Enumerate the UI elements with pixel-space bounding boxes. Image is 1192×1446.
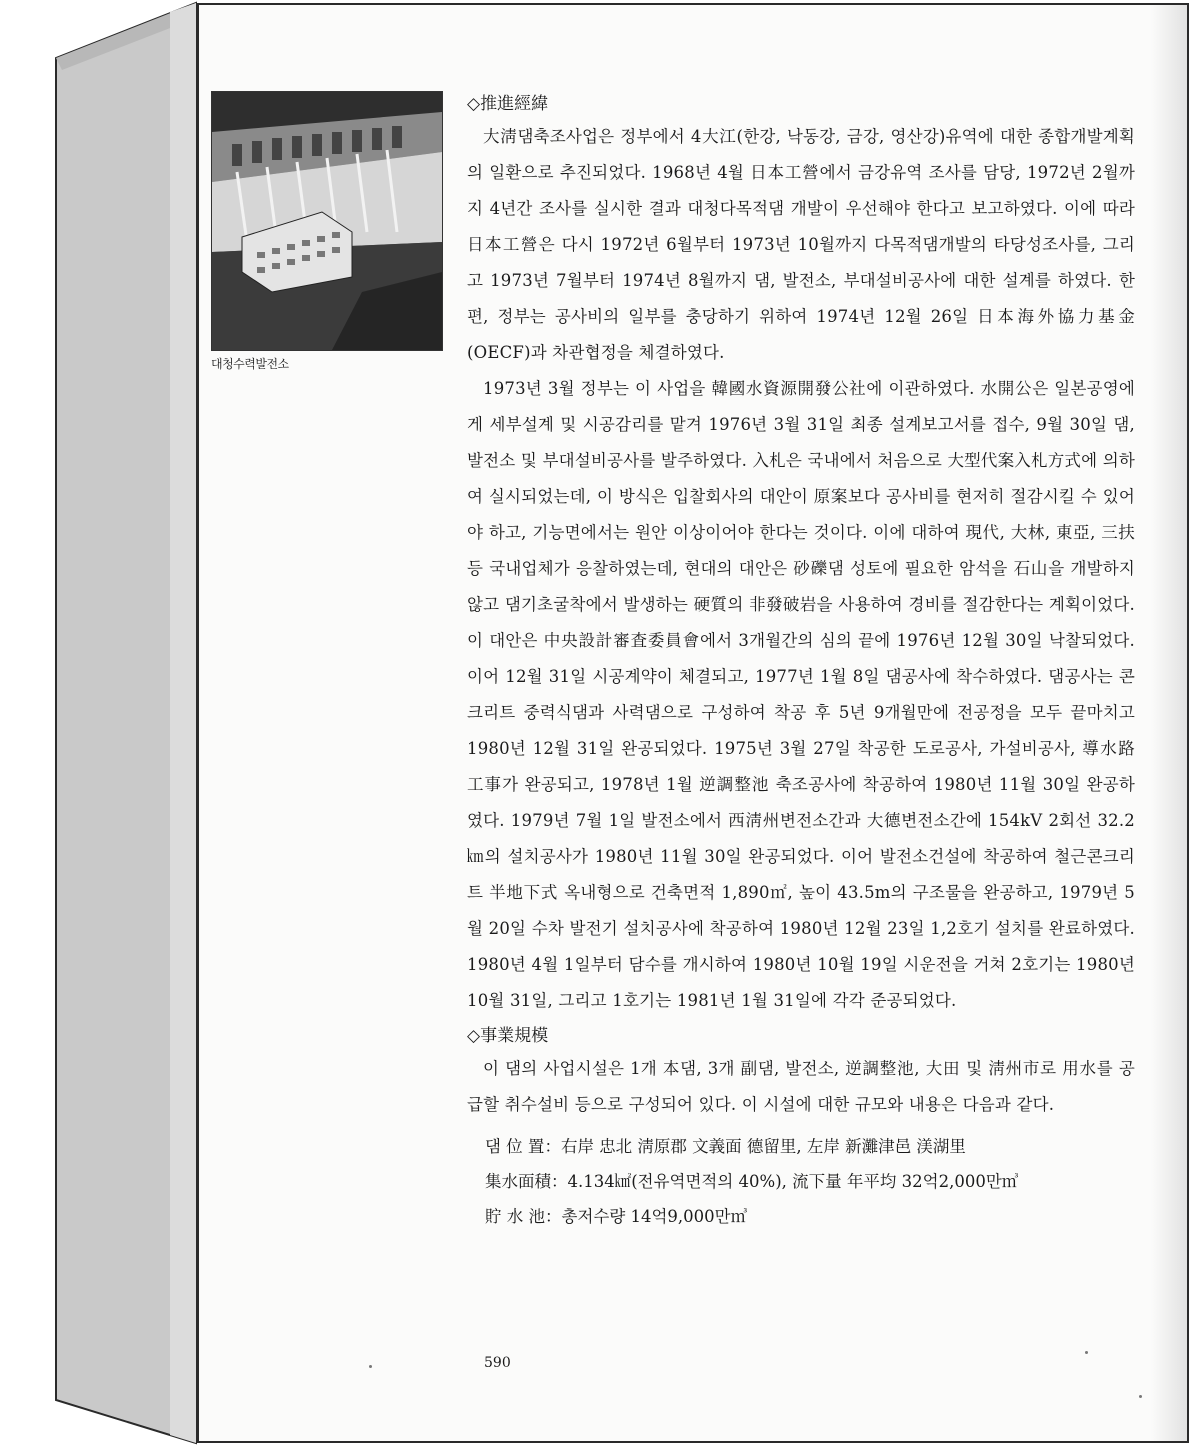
spec-value: 4.134㎢(전유역면적의 40%), 流下量 年平均 32억2,000만㎥ (567, 1172, 1019, 1191)
page-gutter-shadow (1151, 5, 1187, 1441)
spec-value: 右岸 忠北 淸原郡 文義面 德留里, 左岸 新灘津邑 渼湖里 (560, 1137, 966, 1156)
hydro-plant-image (212, 92, 442, 350)
spec-list (467, 1129, 1135, 1234)
book-page (197, 3, 1189, 1443)
book-edge (0, 0, 198, 1446)
scan-speck (369, 1365, 372, 1368)
scale-paragraph: 이 댐의 사업시설은 1개 本댐, 3개 副댐, 발전소, 逆調整池, 大田 및 淸州市로 用水를 공급할 취수설비 등으로 구성되어 있다. 이 시설에 대한 규모와 내용은 다음과 같다. (467, 1059, 1135, 1114)
spec-item: 集水面積：4.134㎢(전유역면적의 40%), 流下量 年平均 32억2,000만㎥ (485, 1164, 1135, 1199)
dam-photo (211, 91, 443, 351)
article-body (467, 89, 1135, 1234)
history-paragraph-1: 大淸댐축조사업은 정부에서 4大江(한강, 낙동강, 금강, 영산강)유역에 대한 종합개발계획의 일환으로 추진되었다. 1968년 4월 日本工營에서 금강유역 조사를 담당, 1972년 2월까지 4년간 조사를 실시한 결과 대청다목적댐 개발이 우선해야 한다고 보고하였다. 이에 따라 日本工營은 다시 1972년 6월부터 1973년 10월까지 다목적댐개발의 타당성조사를, 그리고 1973년 7월부터 1974년 8월까지 댐, 발전소, 부대설비공사에 대한 설계를 하였다. 한편, 정부는 공사비의 일부를 충당하기 위하여 1974년 12월 26일 日本海外協力基金(OECF)과 차관협정을 체결하였다. (467, 127, 1135, 362)
spec-item: 貯 水 池：총저수량 14억9,000만㎥ (485, 1199, 1135, 1234)
spec-value: 총저수량 14억9,000만㎥ (561, 1207, 748, 1226)
history-paragraph-2: 1973년 3월 정부는 이 사업을 韓國水資源開發公社에 이관하였다. 水開公은 일본공영에게 세부설계 및 시공감리를 맡겨 1976년 3월 31일 최종 설계보고서를 접수, 9월 30일 댐, 발전소 및 부대설비공사를 발주하였다. 入札은 국내에서 처음으로 大型代案入札方式에 의하여 실시되었는데, 이 방식은 입찰회사의 대안이 原案보다 공사비를 현저히 절감시킬 수 있어야 하고, 기능면에서는 원안 이상이어야 한다는 것이다. 이에 대하여 現代, 大林, 東亞, 三扶 등 국내업체가 응찰하였는데, 현대의 대안은 砂礫댐 성토에 필요한 암석을 石山을 개발하지 않고 댐기초굴착에서 발생하는 硬質의 非發破岩을 사용하여 경비를 절감한다는 계획이었다. 이 대안은 中央設計審査委員會에서 3개월간의 심의 끝에 1976년 12월 30일 낙찰되었다. 이어 12월 31일 시공계약이 체결되고, 1977년 1월 8일 댐공사에 착수하였다. 댐공사는 콘크리트 중력식댐과 사력댐으로 구성하여 착공 후 5년 9개월만에 전공정을 모두 끝마치고 1980년 12월 31일 완공되었다. 1975년 3월 27일 착공한 도로공사, 가설비공사, 導水路工事가 완공되고, 1978년 1월 逆調整池 축조공사에 착공하여 1980년 11월 30일 완공하였다. 1979년 7월 1일 발전소에서 西淸州변전소간과 大德변전소간에 154kV 2회선 32.2㎞의 설치공사가 1980년 11월 30일 완공되었다. 이어 발전소건설에 착공하여 철근콘크리트 半地下式 옥내형으로 건축면적 1,890㎡, 높이 43.5m의 구조물을 완공하고, 1979년 5월 20일 수차 발전기 설치공사에 착공하여 1980년 12월 23일 1,2호기 설치를 완료하였다. 1980년 4월 1일부터 담수를 개시하여 1980년 10월 19일 시운전을 거쳐 2호기는 1980년 10월 31일, 그리고 1호기는 1981년 1월 31일에 각각 준공되었다. (467, 379, 1135, 1010)
scan-speck (1139, 1395, 1142, 1398)
scan-speck (1085, 1351, 1088, 1354)
scale-heading: ◇事業規模 (467, 1026, 549, 1046)
photo-caption: 대청수력발전소 (211, 357, 289, 371)
spec-label: 댐 位 置 (485, 1137, 545, 1156)
page-number: 590 (484, 1355, 511, 1371)
history-heading: ◇推進經緯 (467, 94, 549, 114)
spec-label: 集水面積 (485, 1172, 551, 1191)
spec-label: 貯 水 池 (485, 1207, 545, 1226)
spec-item: 댐 位 置：右岸 忠北 淸原郡 文義面 德留里, 左岸 新灘津邑 渼湖里 (485, 1129, 1135, 1164)
